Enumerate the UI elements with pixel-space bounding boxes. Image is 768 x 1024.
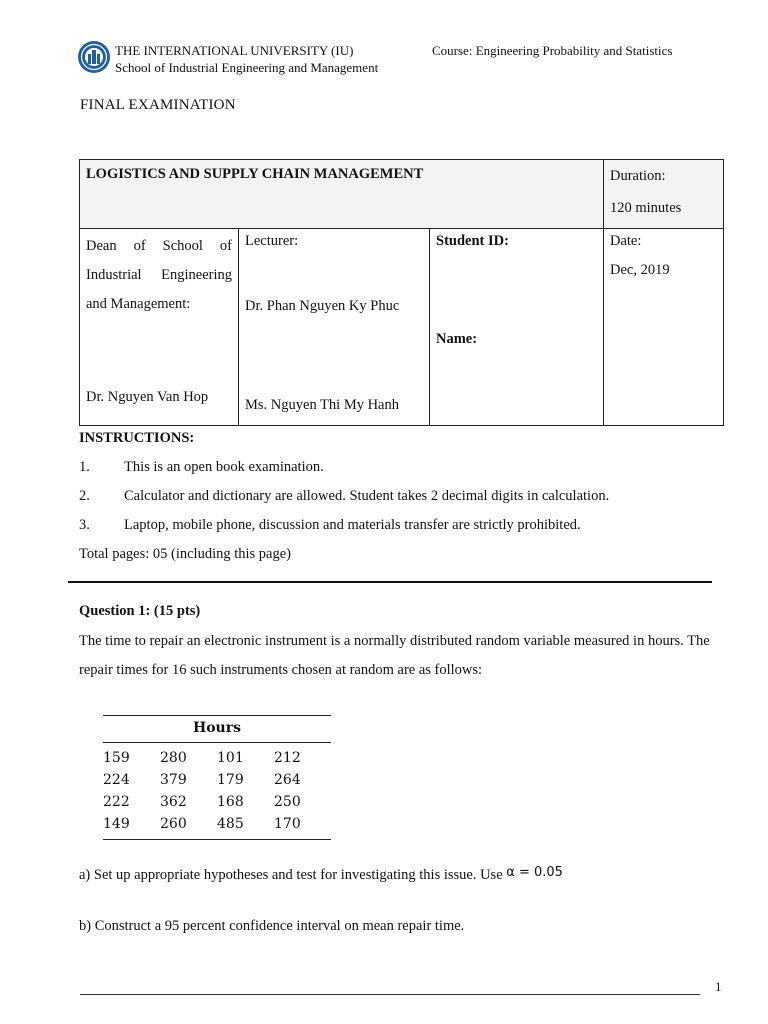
question-1-body: The time to repair an electronic instrument is a normally distributed random variable measured in hours. The repair times for 16 such instruments chosen at random are as follows:	[79, 633, 710, 678]
page-number: 1	[715, 979, 722, 994]
instruction-item-3	[79, 517, 581, 534]
question-1-part-a	[79, 867, 563, 884]
table-cell: 280	[160, 750, 187, 766]
duration-value: 120 minutes	[610, 200, 682, 216]
table-cell: 264	[274, 772, 301, 788]
table-row	[103, 813, 331, 835]
dean-name: Dr. Nguyen Van Hop	[86, 389, 209, 405]
table-cell: 101	[217, 750, 244, 766]
table-cell: 250	[274, 794, 301, 810]
lecturer-cell	[239, 229, 430, 426]
course-name: Course: Engineering Probability and Statistics	[432, 43, 673, 58]
date-cell	[604, 229, 724, 426]
instruction-number: 1.	[79, 459, 90, 475]
instruction-number: 2.	[79, 488, 90, 504]
table-cell: 149	[103, 816, 130, 832]
table-cell: 159	[103, 750, 130, 766]
duration-cell	[604, 160, 724, 229]
hours-table	[103, 715, 331, 840]
table-bottom-rule	[103, 839, 331, 840]
table-row	[103, 769, 331, 791]
name-label: Name:	[436, 331, 478, 347]
dean-cell	[80, 229, 239, 426]
table-row	[103, 791, 331, 813]
table-cell: 170	[274, 816, 301, 832]
table-cell: 362	[160, 794, 187, 810]
table-cell: 212	[274, 750, 301, 766]
school-name: School of Industrial Engineering and Management	[115, 60, 379, 75]
lecturer-2-name: Ms. Nguyen Thi My Hanh	[245, 397, 399, 413]
date-value: Dec, 2019	[610, 262, 670, 278]
table-cell: 260	[160, 816, 187, 832]
table-cell: 179	[217, 772, 244, 788]
table-row	[103, 747, 331, 769]
instruction-text: Laptop, mobile phone, discussion and materials transfer are strictly prohibited.	[124, 517, 581, 533]
question-1-part-b: b) Construct a 95 percent confidence interval on mean repair time.	[79, 918, 465, 934]
student-id-label: Student ID:	[436, 233, 509, 249]
total-pages: Total pages: 05 (including this page)	[79, 546, 292, 562]
alpha-value: α = 0.05	[506, 865, 563, 880]
hours-header: Hours	[192, 720, 241, 736]
footer-rule	[80, 994, 700, 995]
section-divider	[68, 581, 712, 583]
duration-label: Duration:	[610, 168, 666, 184]
instruction-number: 3.	[79, 517, 90, 533]
instruction-item-1	[79, 459, 324, 476]
dean-label: Dean of School of Industrial Engineering and Management:	[86, 238, 232, 312]
exam-info-table	[79, 159, 724, 426]
subject-title: LOGISTICS AND SUPPLY CHAIN MANAGEMENT	[80, 160, 604, 229]
lecturer-1-name: Dr. Phan Nguyen Ky Phuc	[245, 298, 400, 314]
table-cell: 222	[103, 794, 130, 810]
table-cell: 168	[217, 794, 244, 810]
instruction-item-2	[79, 488, 610, 505]
instruction-text: Calculator and dictionary are allowed. Student takes 2 decimal digits in calculation.	[124, 488, 610, 504]
date-label: Date:	[610, 233, 642, 249]
table-cell: 224	[103, 772, 130, 788]
university-name: THE INTERNATIONAL UNIVERSITY (IU)	[115, 43, 354, 58]
part-a-text: a) Set up appropriate hypotheses and test for investigating this issue. Use	[79, 867, 503, 883]
table-cell: 485	[217, 816, 244, 832]
question-1-heading: Question 1: (15 pts)	[79, 603, 201, 619]
exam-title: FINAL EXAMINATION	[80, 97, 236, 113]
table-cell: 379	[160, 772, 187, 788]
lecturer-label: Lecturer:	[245, 233, 299, 249]
university-logo	[77, 40, 111, 74]
instructions-heading: INSTRUCTIONS:	[79, 430, 195, 446]
instruction-text: This is an open book examination.	[124, 459, 324, 475]
student-cell	[430, 229, 604, 426]
